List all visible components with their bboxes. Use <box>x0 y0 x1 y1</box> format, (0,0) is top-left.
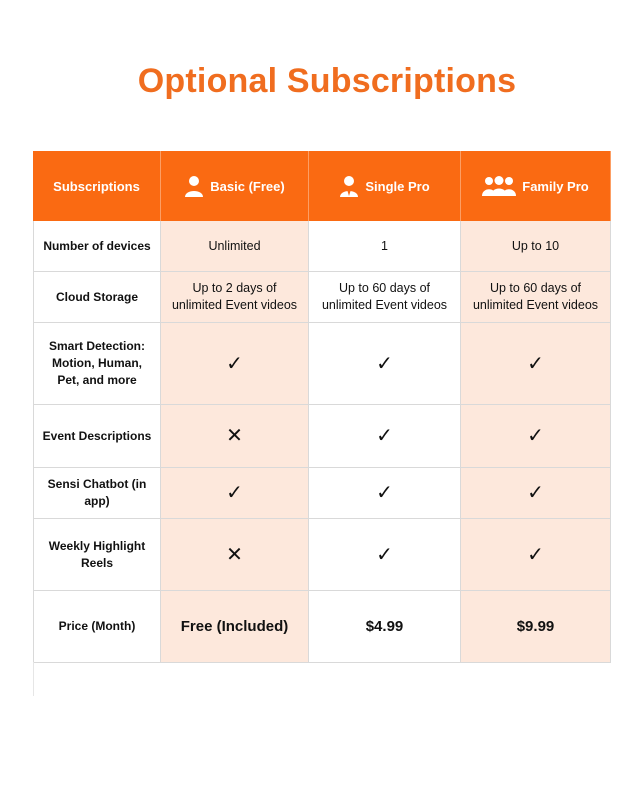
family-devices: Up to 10 <box>461 221 611 272</box>
basic-devices: Unlimited <box>161 221 309 272</box>
row-label-cloud-storage: Cloud Storage <box>33 272 161 323</box>
family-cloud-storage: Up to 60 days of unlimited Event videos <box>461 272 611 323</box>
row-label-sensi-chatbot: Sensi Chatbot (in app) <box>33 468 161 519</box>
header-single-pro <box>309 151 461 221</box>
family-smart-detection-check-icon: ✓ <box>461 323 611 405</box>
row-label-weekly-highlight-reels: Weekly Highlight Reels <box>33 519 161 591</box>
family-price: $9.99 <box>461 591 611 663</box>
header-basic <box>161 151 309 221</box>
basic-cloud-storage: Up to 2 days of unlimited Event videos <box>161 272 309 323</box>
header-subscriptions-label: Subscriptions <box>53 178 140 194</box>
header-family-pro <box>461 151 611 221</box>
header-family-pro-label: Family Pro <box>522 178 589 194</box>
header-single-pro-label: Single Pro <box>365 178 430 194</box>
family-weekly-reels-check-icon: ✓ <box>461 519 611 591</box>
row-label-smart-detection: Smart Detection: Motion, Human, Pet, and more <box>33 323 161 405</box>
header-subscriptions <box>33 151 161 221</box>
header-basic-label: Basic (Free) <box>210 178 285 194</box>
single-price: $4.99 <box>309 591 461 663</box>
table-border-tail <box>33 662 34 696</box>
single-event-descriptions-check-icon: ✓ <box>309 405 461 468</box>
row-label-event-descriptions: Event Descriptions <box>33 405 161 468</box>
single-cloud-storage: Up to 60 days of unlimited Event videos <box>309 272 461 323</box>
family-event-descriptions-check-icon: ✓ <box>461 405 611 468</box>
single-user-icon <box>184 175 204 197</box>
page-title: Optional Subscriptions <box>137 62 517 100</box>
single-sensi-chatbot-check-icon: ✓ <box>309 468 461 519</box>
family-users-icon <box>482 176 516 196</box>
single-devices: 1 <box>309 221 461 272</box>
single-smart-detection-check-icon: ✓ <box>309 323 461 405</box>
subscription-comparison-table <box>33 151 611 663</box>
basic-event-descriptions-cross-icon: ✕ <box>161 405 309 468</box>
basic-sensi-chatbot-check-icon: ✓ <box>161 468 309 519</box>
row-label-devices: Number of devices <box>33 221 161 272</box>
row-label-price: Price (Month) <box>33 591 161 663</box>
basic-price: Free (Included) <box>161 591 309 663</box>
basic-smart-detection-check-icon: ✓ <box>161 323 309 405</box>
single-weekly-reels-check-icon: ✓ <box>309 519 461 591</box>
single-user-tie-icon <box>339 175 359 197</box>
family-sensi-chatbot-check-icon: ✓ <box>461 468 611 519</box>
basic-weekly-reels-cross-icon: ✕ <box>161 519 309 591</box>
